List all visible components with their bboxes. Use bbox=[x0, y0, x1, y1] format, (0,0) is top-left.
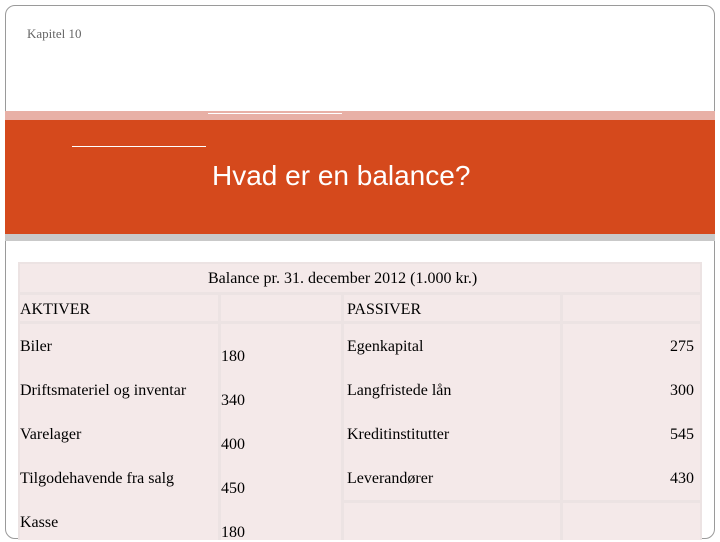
asset-value: 400 bbox=[221, 436, 245, 453]
liability-value: 430 bbox=[670, 470, 694, 487]
liability-value: 545 bbox=[670, 426, 694, 443]
banner-shadow bbox=[5, 234, 715, 241]
asset-label: Driftsmateriel og inventar bbox=[20, 382, 187, 399]
asset-value: 180 bbox=[221, 348, 245, 365]
liability-label: Kreditinstitutter bbox=[347, 426, 450, 443]
empty-cell bbox=[563, 503, 700, 540]
asset-label: Kasse bbox=[20, 514, 59, 531]
asset-label: Varelager bbox=[20, 426, 82, 443]
liabilities-header: PASSIVER bbox=[347, 301, 422, 318]
asset-value: 450 bbox=[221, 480, 245, 497]
asset-value: 340 bbox=[221, 392, 245, 409]
chapter-label: Kapitel 10 bbox=[27, 26, 82, 41]
liability-label: Langfristede lån bbox=[347, 382, 452, 399]
slide-title: Hvad er en balance? bbox=[212, 160, 471, 191]
asset-label: Tilgodehavende fra salg bbox=[20, 470, 175, 487]
header-cell bbox=[221, 295, 341, 321]
balance-caption: Balance pr. 31. december 2012 (1.000 kr.) bbox=[208, 270, 478, 287]
liability-value: 275 bbox=[670, 338, 694, 355]
liability-value: 300 bbox=[670, 382, 694, 399]
assets-header: AKTIVER bbox=[20, 301, 91, 318]
empty-cell bbox=[344, 503, 560, 540]
asset-label: Biler bbox=[20, 338, 52, 355]
asset-value: 180 bbox=[221, 524, 245, 541]
liability-label: Egenkapital bbox=[347, 338, 424, 355]
decor-line bbox=[72, 146, 206, 147]
header-cell bbox=[563, 295, 700, 321]
liability-label: Leverandører bbox=[347, 470, 434, 487]
decor-line bbox=[208, 113, 342, 114]
